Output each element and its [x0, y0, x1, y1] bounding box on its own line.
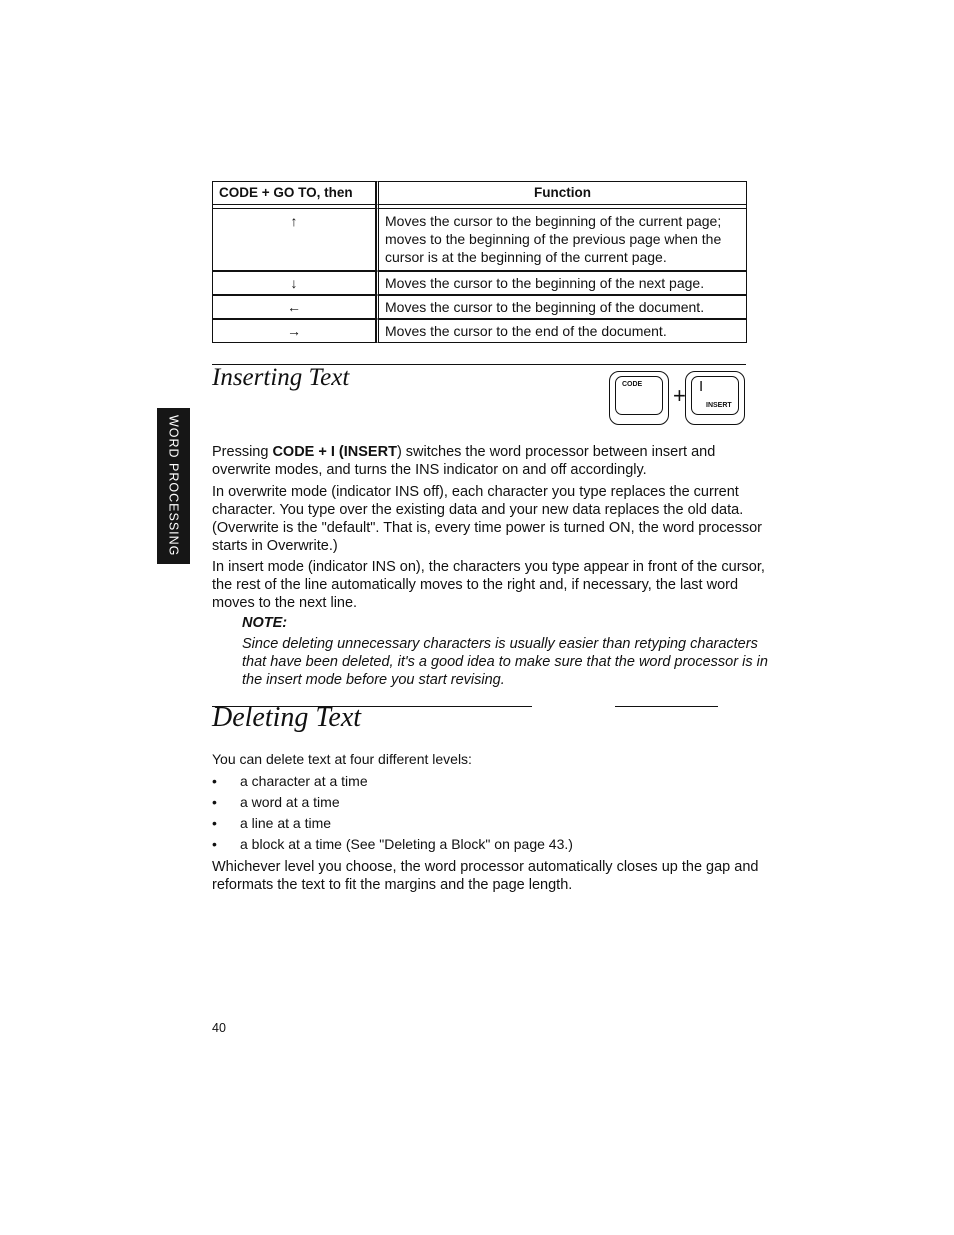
insert-key-label: INSERT [706, 402, 732, 409]
list-item: • a character at a time [212, 773, 368, 789]
cursor-movement-table [212, 181, 747, 343]
list-item: • a block at a time (See "Deleting a Block" on page 43.) [212, 836, 573, 852]
table-row [212, 208, 747, 271]
table-header-row [212, 181, 747, 205]
section-tab-label: WORD PROCESSING [166, 415, 181, 557]
note-body: Since deleting unnecessary characters is usually easier than retyping characters that have been deleted, it's a good idea to make sure that the word processor is in the insert mode before you start revising. [242, 636, 768, 688]
delete-closing: Whichever level you choose, the word processor automatically closes up the gap and reformats the text to fit the margins and the page length. [212, 859, 759, 893]
insert-para-2: In overwrite mode (indicator INS off), each character you type replaces the current character. You type over the existing data and your new data replaces the old data. (Overwrite is the "default". That is, every time power is turned ON, the word processor starts in Overwrite.) [212, 484, 762, 554]
code-key-label: CODE [622, 381, 643, 388]
code-key-icon [609, 371, 669, 425]
insert-para-3: In insert mode (indicator INS on), the characters you type appear in front of the cursor, the rest of the line automatically moves to the right and, if necessary, the last word moves to the next line. [212, 559, 765, 611]
table-header-key: CODE + GO TO, then [212, 181, 376, 205]
plus-icon: + [673, 383, 686, 408]
right-arrow-icon: → [212, 319, 376, 343]
note-heading: NOTE: [242, 615, 288, 631]
insert-key-glyph: I [699, 378, 704, 395]
up-arrow-icon: ↑ [212, 208, 376, 271]
list-item: • a line at a time [212, 815, 332, 831]
down-arrow-icon: ↓ [212, 271, 376, 295]
delete-intro: You can delete text at four different levels: [212, 751, 472, 767]
table-row [212, 295, 747, 319]
deleting-text-heading: Deleting Text [212, 702, 362, 733]
table-row [212, 271, 747, 295]
table-cell-function: Moves the cursor to the beginning of the document. [376, 295, 747, 319]
page-number: 40 [212, 1021, 226, 1035]
section-tab [157, 408, 190, 564]
section-rule [615, 706, 718, 707]
table-cell-function: Moves the cursor to the end of the document. [376, 319, 747, 343]
table-row [212, 319, 747, 343]
insert-key-icon [685, 371, 745, 425]
inserting-text-heading: Inserting Text [212, 364, 350, 391]
insert-para-1: Pressing CODE + I (INSERT) switches the word processor between insert and overwrite modes, and turns the INS indicator on and off accordingly. [212, 444, 716, 478]
table-cell-function: Moves the cursor to the beginning of the next page. [376, 271, 747, 295]
table-header-function: Function [376, 181, 747, 205]
code-insert-keycaps [609, 371, 745, 427]
list-item: • a word at a time [212, 794, 340, 810]
delete-levels-list [212, 771, 573, 855]
table-cell-function: Moves the cursor to the beginning of the current page; moves to the beginning of the previous page when the cursor is at the beginning of the current page. [376, 208, 747, 271]
left-arrow-icon: ← [212, 295, 376, 319]
